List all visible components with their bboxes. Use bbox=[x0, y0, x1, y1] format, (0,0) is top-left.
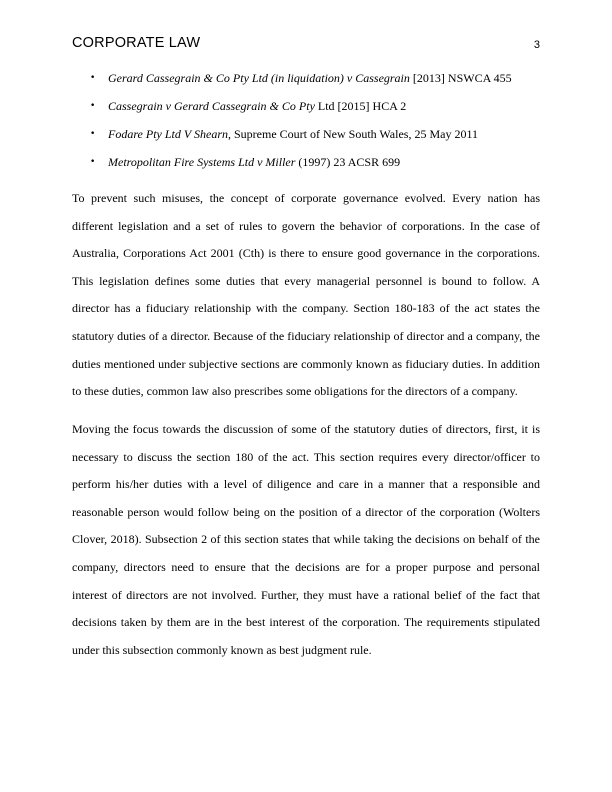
case-list-item bbox=[72, 96, 540, 124]
page-number: 3 bbox=[533, 39, 540, 51]
body-paragraph-statutory-duties: Moving the focus towards the discussion of some of the statutory duties of directors, first, it is necessary to discuss the section 180 of the act. This section requires every director/officer to perform his/her duties with a level of diligence and care in a manner that a responsible and reasonable person would follow being on the position of a director of the corporation (Wolters Clover, 2018). Subsection 2 of this section states that while taking the decisions on behalf of the company, directors need to ensure that the decisions are for a proper purpose and personal interest of directors are not involved. Further, they must have a rational belief of the fact that decisions taken by them are in the best interest of the corporation. The requirements stipulated under this subsection commonly known as best judgment rule. bbox=[72, 422, 540, 657]
body-paragraph-governance: To prevent such misuses, the concept of corporate governance evolved. Every nation has different legislation and a set of rules to govern the behavior of corporations. In the case of Australia, Corporations Act 2001 (Cth) is there to ensure good governance in the corporations. This legislation defines some duties that every managerial personnel is bound to follow. A director has a fiduciary relationship with the company. Section 180-183 of the act states the statutory duties of a director. Because of the fiduciary relationship of director and a company, the duties mentioned under subjective sections are commonly known as fiduciary duties. In addition to these duties, common law also prescribes some obligations for the directors of a company. bbox=[72, 191, 540, 399]
case-citation: Ltd [2015] HCA 2 bbox=[314, 99, 407, 113]
bullet-icon: • bbox=[90, 129, 96, 139]
case-citation: , Supreme Court of New South Wales, 25 May 2011 bbox=[228, 127, 479, 141]
case-name: Gerard Cassegrain & Co Pty Ltd (in liquidation) v Cassegrain bbox=[108, 71, 410, 85]
running-header-title: CORPORATE LAW bbox=[72, 35, 201, 51]
case-list-item bbox=[72, 68, 540, 96]
case-name: Fodare Pty Ltd V Shearn bbox=[108, 127, 228, 141]
bullet-icon: • bbox=[90, 157, 96, 167]
bullet-icon: • bbox=[90, 73, 96, 83]
case-citation: [2013] NSWCA 455 bbox=[409, 71, 512, 85]
case-list-item bbox=[72, 152, 540, 180]
case-list-item bbox=[72, 124, 540, 152]
case-list bbox=[72, 68, 540, 180]
bullet-icon: • bbox=[90, 101, 96, 111]
case-name: Metropolitan Fire Systems Ltd v Miller bbox=[108, 155, 296, 169]
case-citation: (1997) 23 ACSR 699 bbox=[295, 155, 401, 169]
case-name: Cassegrain v Gerard Cassegrain & Co Pty bbox=[108, 99, 315, 113]
